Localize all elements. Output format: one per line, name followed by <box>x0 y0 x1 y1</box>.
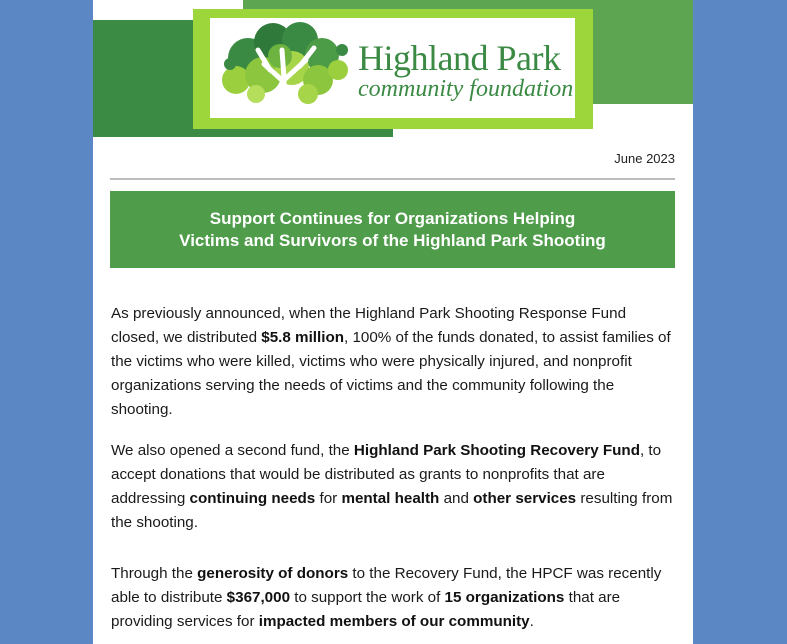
p2-other-services: other services <box>473 490 577 507</box>
p3-organizations: 15 organizations <box>444 589 565 606</box>
headline-banner <box>110 191 675 268</box>
p2-mental-health: mental health <box>341 490 440 507</box>
p3-work-of: to support the work of <box>290 589 445 606</box>
tree-logo-icon <box>218 20 353 115</box>
p3-services-for: that are providing services for <box>111 589 621 630</box>
headline-line-2: Victims and Survivors of the Highland Park Shooting <box>179 230 606 250</box>
p1-amount: $5.8 million <box>261 329 344 346</box>
p2-fund-name: Highland Park Shooting Recovery Fund <box>353 442 640 459</box>
p2-continuing-needs: continuing needs <box>189 490 316 507</box>
p1-text-cont: , 100% of the funds donated, to assist families of the victims who were killed, victims who were physically injured, and nonprofit organizations serving the needs of victims and the community following the shooting. <box>111 329 671 418</box>
p3-period: . <box>529 613 534 630</box>
p3-text-cont: to the Recovery Fund, the HPCF was recently able to distribute <box>111 565 662 606</box>
p1-text: As previously announced, when the Highland Park Shooting Response Fund closed, we distributed <box>111 305 627 346</box>
logo-name: Highland Park <box>358 38 561 78</box>
divider <box>110 178 675 180</box>
paragraph-3 <box>111 562 676 634</box>
p3-amount: $367,000 <box>226 589 291 606</box>
p2-for: for <box>315 490 342 507</box>
issue-date: June 2023 <box>614 151 675 166</box>
logo-subtitle: community foundation <box>358 76 574 102</box>
p2-text: We also opened a second fund, the <box>111 442 354 459</box>
paragraph-1 <box>111 302 676 422</box>
p2-text-end: resulting from the shooting. <box>111 490 673 531</box>
p3-generosity: generosity of donors <box>197 565 349 582</box>
p2-text-cont: , to accept donations that would be distributed as grants to nonprofits that are addressing <box>111 442 662 507</box>
paragraph-2 <box>111 439 676 535</box>
p3-impacted-members: impacted members of our community <box>258 613 530 630</box>
p2-and: and <box>439 490 474 507</box>
p3-text: Through the <box>111 565 198 582</box>
headline-line-1: Support Continues for Organizations Helping <box>209 208 576 228</box>
